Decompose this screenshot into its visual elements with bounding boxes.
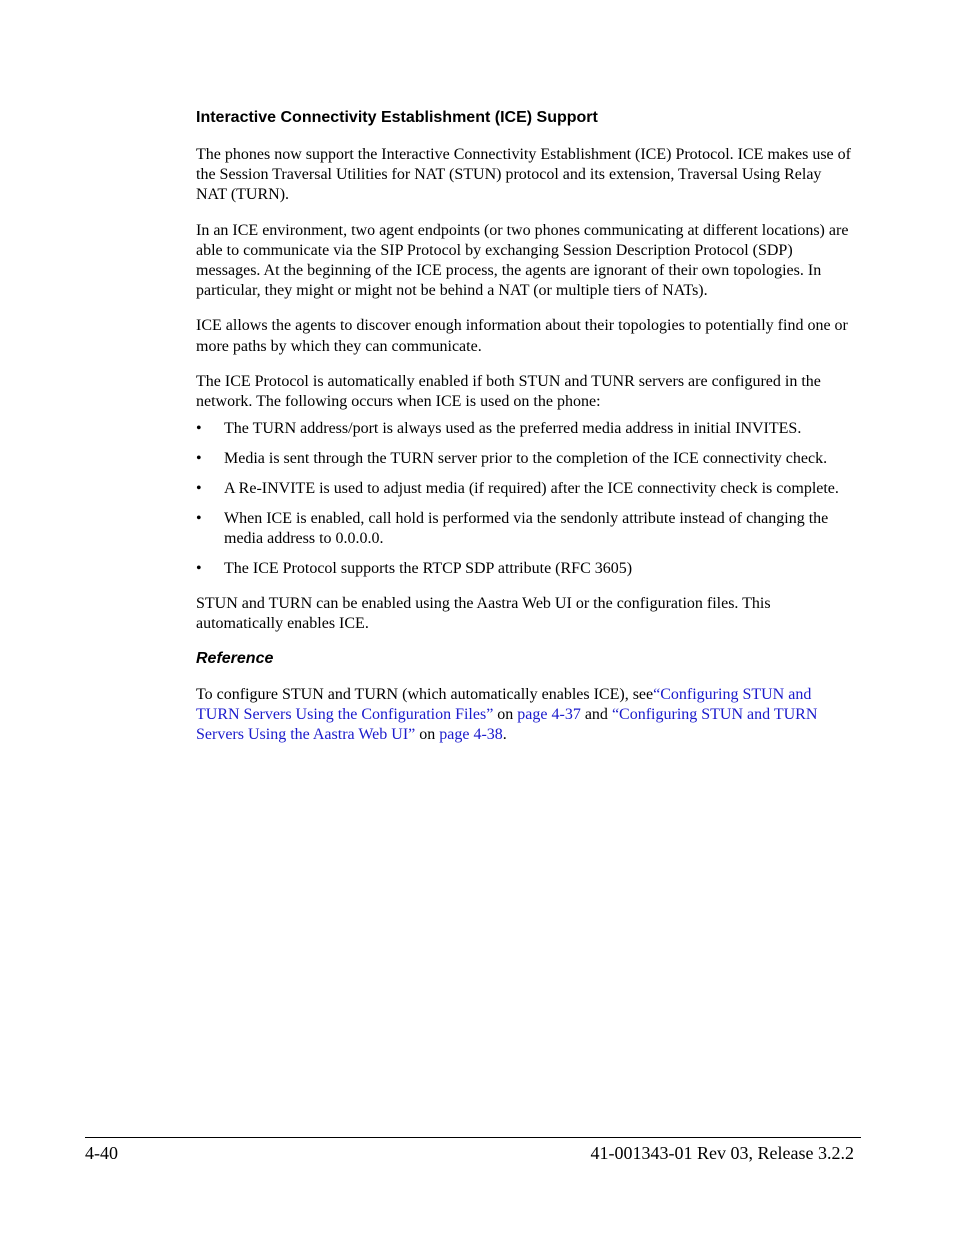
link-page-4-37[interactable]: page 4-37 (517, 706, 581, 724)
link-stun-turn-config-files[interactable]: “Configuring STUN and TURN Servers Using the Configuration Files” (196, 686, 812, 724)
reference-paragraph (196, 685, 856, 746)
bullet-list (196, 419, 856, 579)
list-item (196, 419, 856, 439)
list-item-text: A Re-INVITE is used to adjust media (if required) after the ICE connectivity check is complete. (224, 480, 839, 498)
page-content (196, 108, 856, 761)
reference-heading: Reference (196, 650, 274, 668)
reference-period: . (502, 726, 507, 744)
list-item (196, 559, 856, 579)
footer-page-number: 4-40 (85, 1143, 118, 1163)
bullet-marker: • (196, 420, 202, 438)
bullet-marker: • (196, 450, 202, 468)
bullet-marker: • (196, 510, 202, 528)
list-item-text: The ICE Protocol supports the RTCP SDP attribute (RFC 3605) (224, 560, 633, 578)
bullet-marker: • (196, 480, 202, 498)
list-item-text: The TURN address/port is always used as the preferred media address in initial INVITES. (224, 420, 802, 438)
link-stun-turn-web-ui[interactable]: “Configuring STUN and TURN Servers Using the Aastra Web UI” (196, 706, 818, 744)
list-item (196, 449, 856, 469)
reference-and-text: and (580, 706, 612, 724)
paragraph-intro: The phones now support the Interactive Connectivity Establishment (ICE) Protocol. ICE makes use of the Session Traversal Utilities for NAT (STUN) protocol and its extension, Traversal Using Relay NAT (TURN). (196, 146, 851, 204)
paragraph-enablement: The ICE Protocol is automatically enabled if both STUN and TUNR servers are configured in the network. The following occurs when ICE is used on the phone: (196, 372, 821, 411)
list-item (196, 509, 856, 549)
list-item-text: When ICE is enabled, call hold is performed via the sendonly attribute instead of changing the media address to 0.0.0.0. (224, 510, 829, 548)
paragraph-closing: STUN and TURN can be enabled using the Aastra Web UI or the configuration files. This automatically enables ICE. (196, 594, 771, 632)
list-item (196, 479, 856, 499)
reference-on-text: on (493, 706, 518, 724)
reference-on-text: on (415, 726, 440, 744)
reference-intro: To configure STUN and TURN (which automatically enables ICE), see (196, 686, 654, 704)
paragraph-environment: In an ICE environment, two agent endpoints (or two phones communicating at different locations) are able to communicate via the SIP Protocol by exchanging Session Description Protocol (SDP) messages. At the beginning of the ICE process, the agents are ignorant of their own topologies. In particular, they might or might not be behind a NAT (or multiple tiers of NATs). (196, 221, 849, 300)
bullet-marker: • (196, 560, 202, 578)
section-heading: Interactive Connectivity Establishment (ICE) Support (196, 109, 598, 126)
footer-document-id: 41-001343-01 Rev 03, Release 3.2.2 (590, 1143, 854, 1163)
footer-divider (85, 1137, 861, 1138)
list-item-text: Media is sent through the TURN server prior to the completion of the ICE connectivity check. (224, 450, 828, 468)
paragraph-discovery: ICE allows the agents to discover enough information about their topologies to potentially find one or more paths by which they can communicate. (196, 317, 848, 355)
link-page-4-38[interactable]: page 4-38 (439, 726, 503, 744)
